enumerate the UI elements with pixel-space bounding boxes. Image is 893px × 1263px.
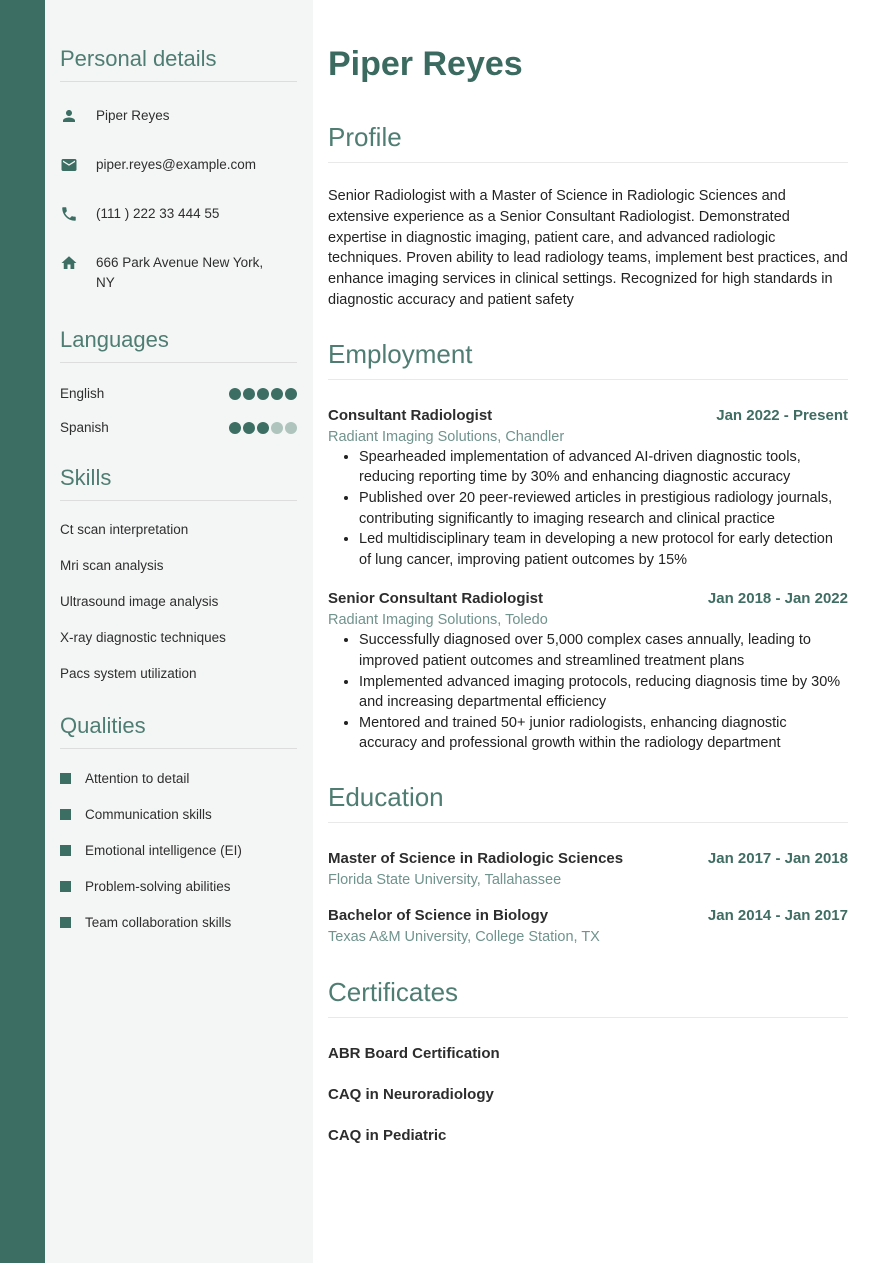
divider <box>60 362 297 363</box>
contact-row-phone <box>60 204 297 228</box>
qualities-section <box>60 713 297 929</box>
square-bullet-icon <box>60 845 71 856</box>
school-name: Florida State University, Tallahassee <box>328 871 562 888</box>
job-bullet: • Successfully diagnosed over 5,000 complex cases annually, leading to improved patient outcomes and streamlined treatment plans <box>359 630 848 671</box>
skills-section <box>60 465 297 681</box>
education-section <box>328 782 848 947</box>
education-dates: Jan 2017 - Jan 2018 <box>707 849 848 867</box>
sidebar <box>45 0 313 1263</box>
contact-email: piper.reyes@example.com <box>96 157 257 172</box>
employment-section <box>328 339 848 754</box>
language-row <box>60 386 297 401</box>
quality-item <box>60 808 297 821</box>
contact-row-address <box>60 253 297 293</box>
job-bullet: • Led multidisciplinary team in developing a new protocol for early detection of lung cancer, improving patient outcomes by 15% <box>359 529 848 570</box>
divider <box>328 162 848 163</box>
square-bullet-icon <box>60 917 71 928</box>
person-name: Piper Reyes <box>328 45 523 83</box>
degree-title: Bachelor of Science in Biology <box>328 906 549 924</box>
quality-label: Attention to detail <box>85 771 190 786</box>
quality-item <box>60 880 297 893</box>
main-column <box>313 0 893 1263</box>
job-company: Radiant Imaging Solutions, Chandler <box>328 428 565 445</box>
job-bullets <box>328 630 848 754</box>
contact-phone: (111 ) 222 33 444 55 <box>96 206 220 221</box>
education-entry <box>328 906 848 947</box>
contact-row-name <box>60 106 297 130</box>
skills-heading: Skills <box>60 465 112 490</box>
certificates-heading: Certificates <box>328 976 459 1007</box>
job-entry <box>328 589 848 754</box>
quality-item <box>60 844 297 857</box>
job-title: Consultant Radiologist <box>328 406 493 424</box>
job-bullets <box>328 447 848 571</box>
personal-details-section <box>60 46 297 293</box>
skill-item: Ultrasound image analysis <box>60 594 219 609</box>
certificate-item: ABR Board Certification <box>328 1044 500 1062</box>
square-bullet-icon <box>60 881 71 892</box>
language-row <box>60 420 297 435</box>
certificates-section <box>328 977 848 1146</box>
square-bullet-icon <box>60 773 71 784</box>
job-bullet: • Published over 20 peer-reviewed articles in prestigious radiology journals, contributing significantly to imaging research and clinical practice <box>359 488 848 529</box>
quality-item <box>60 916 297 929</box>
user-icon <box>60 106 96 130</box>
accent-bar <box>0 0 45 1263</box>
quality-label: Team collaboration skills <box>85 915 232 930</box>
qualities-list <box>60 772 297 929</box>
skill-item: Pacs system utilization <box>60 666 197 681</box>
language-level-dots <box>229 422 297 434</box>
education-heading: Education <box>328 781 444 812</box>
phone-icon <box>60 204 96 228</box>
employment-heading: Employment <box>328 338 473 369</box>
divider <box>60 81 297 82</box>
skill-item: X-ray diagnostic techniques <box>60 630 226 645</box>
contact-address: 666 Park Avenue New York, NY <box>96 255 264 290</box>
job-title: Senior Consultant Radiologist <box>328 590 544 608</box>
profile-section <box>328 122 848 311</box>
divider <box>328 1017 848 1018</box>
job-bullet: • Mentored and trained 50+ junior radiologists, enhancing diagnostic accuracy and professional growth within the radiology department <box>359 713 848 754</box>
divider <box>328 822 848 823</box>
certificate-item: CAQ in Neuroradiology <box>328 1085 494 1103</box>
profile-text: Senior Radiologist with a Master of Science in Radiologic Sciences and extensive experience as a Senior Consultant Radiologist. Demonstrated expertise in diagnostic imaging, patient care, and advanced radiologic techniques. Proven ability to lead radiology teams, implement best practices, and enhance imaging services in clinical settings. Recognized for high standards in diagnostic accuracy and patient safety <box>328 188 848 308</box>
profile-heading: Profile <box>328 122 402 152</box>
education-entry <box>328 849 848 890</box>
job-dates: Jan 2018 - Jan 2022 <box>707 590 848 608</box>
skill-item: Ct scan interpretation <box>60 522 189 537</box>
certificate-item: CAQ in Pediatric <box>328 1126 447 1144</box>
qualities-heading: Qualities <box>60 713 146 738</box>
job-company: Radiant Imaging Solutions, Toledo <box>328 612 548 629</box>
job-bullet: • Spearheaded implementation of advanced AI-driven diagnostic tools, reducing reporting time by 30% and enhancing diagnostic accuracy <box>359 447 848 488</box>
job-header <box>328 589 848 609</box>
personal-details-heading: Personal details <box>60 46 217 71</box>
home-icon <box>60 253 96 293</box>
school-name: Texas A&M University, College Station, TX <box>328 928 600 945</box>
languages-section <box>60 327 297 435</box>
skill-item: Mri scan analysis <box>60 558 164 573</box>
language-name: Spanish <box>60 420 109 435</box>
job-entry <box>328 406 848 571</box>
education-header <box>328 906 848 926</box>
education-header <box>328 849 848 869</box>
language-name: English <box>60 386 105 401</box>
languages-list <box>60 386 297 435</box>
language-level-dots <box>229 388 297 400</box>
skills-list <box>60 523 297 681</box>
job-header <box>328 406 848 426</box>
quality-label: Communication skills <box>85 807 212 822</box>
quality-label: Problem-solving abilities <box>85 879 231 894</box>
quality-item <box>60 772 297 785</box>
contact-row-email <box>60 155 297 179</box>
job-bullet: • Implemented advanced imaging protocols, reducing diagnosis time by 30% and increasing departmental efficiency <box>359 672 848 713</box>
envelope-icon <box>60 155 96 179</box>
contact-list <box>60 106 297 293</box>
education-dates: Jan 2014 - Jan 2017 <box>707 906 848 924</box>
quality-label: Emotional intelligence (EI) <box>85 843 242 858</box>
languages-heading: Languages <box>60 327 169 352</box>
job-dates: Jan 2022 - Present <box>716 406 848 424</box>
square-bullet-icon <box>60 809 71 820</box>
divider <box>60 500 297 501</box>
divider <box>60 748 297 749</box>
degree-title: Master of Science in Radiologic Sciences <box>328 849 624 867</box>
contact-name: Piper Reyes <box>96 108 170 123</box>
divider <box>328 379 848 380</box>
